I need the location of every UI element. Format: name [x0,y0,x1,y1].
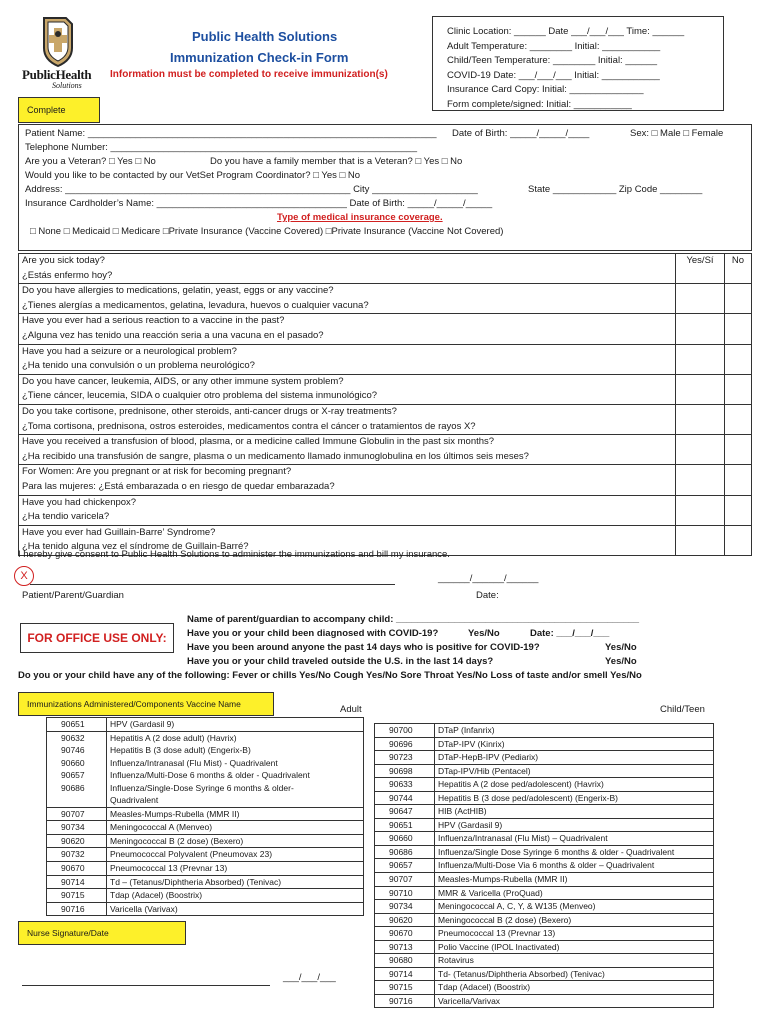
vaccine-row[interactable] [375,778,714,792]
answer-yes-cell[interactable] [676,495,725,525]
veteran-checkboxes[interactable]: Are you a Veteran? □ Yes □ No [25,156,156,167]
answer-no-cell[interactable] [725,314,752,344]
answer-yes-cell[interactable] [676,374,725,404]
vaccine-name: Influenza/Single Dose Syringe 6 months & older - Quadrivalent [435,845,714,859]
vaccine-code: 90698 [375,764,435,778]
question-spanish: ¿Estás enfermo hoy? [22,269,113,281]
vaccine-name: MMR & Varicella (ProQuad) [435,886,714,900]
patient-name-field[interactable]: Patient Name: __________________________________________________________________ [25,128,437,139]
brand-name: PublicHealth [22,67,92,82]
question-row [19,435,752,465]
vaccine-code: 90670 [375,927,435,941]
vaccine-row[interactable] [375,900,714,914]
vaccine-code: 90715 [47,889,107,903]
answer-yes-cell[interactable] [676,284,725,314]
vaccine-row[interactable] [47,875,364,889]
vaccine-name: DTaP-HepB-IPV (Pediarix) [435,751,714,765]
answer-yes-cell[interactable] [676,465,725,495]
question-text [19,314,676,344]
vaccine-name: HPV (Gardasil 9) [435,818,714,832]
vaccine-name: Hepatitis A (2 dose adult) (Havrix) Hepatitis B (3 dose adult) (Engerix-B) Influenza/Intranasal (Flu Mist) - Quadrivalent Influenza/Multi-Dose 6 months & older - Quadrivalent Influenza/Single-Dose Syringe 6 months & older- Quadrivalent [107,731,364,807]
question-english: Do you have allergies to medications, gelatin, yeast, eggs or any vaccine? [22,285,334,297]
question-english: Have you ever had Guillain-Barre’ Syndrome? [22,526,216,538]
question-row [19,254,752,284]
vaccine-row[interactable] [375,832,714,846]
adult-column-label: Adult [340,704,362,715]
question-spanish: ¿Toma cortisona, prednisona, ostros esteroides, medicamentos contra el cáncer o tratamientos de rayos X? [22,420,476,432]
question-spanish: ¿Tienes alergías a medicamentos, gelatina, levadura, huevos o cualquier vacuna? [22,299,369,311]
vaccine-name: DTaP-IPV (Kinrix) [435,737,714,751]
travel-question: Have you or your child traveled outside the U.S. in the last 14 days? [187,656,494,667]
vaccine-name: Meningococcal A, C, Y, & W135 (Menveo) [435,900,714,914]
vaccine-row[interactable] [375,873,714,887]
vaccine-name: Polio Vaccine (IPOL Inactivated) [435,940,714,954]
family-veteran-checkboxes[interactable]: Do you have a family member that is a Veteran? □ Yes □ No [210,156,463,167]
answer-no-cell[interactable] [725,374,752,404]
vaccine-name: Tdap (Adacel) (Boostrix) [107,889,364,903]
question-spanish: ¿Ha tenido alguna vez el síndrome de Guillain-Barré? [22,541,249,553]
travel-yes-no[interactable]: Yes/No [605,656,637,667]
vaccine-name: Meningococcal A (Menveo) [107,821,364,835]
vaccine-row[interactable] [375,751,714,765]
vaccine-code: 90633 [375,778,435,792]
question-row [19,404,752,434]
vaccine-name: Influenza/Intranasal (Flu Mist) – Quadrivalent [435,832,714,846]
vaccine-code: 90647 [375,805,435,819]
question-text [19,284,676,314]
vaccine-row[interactable] [375,818,714,832]
vaccine-name: Tdap (Adacel) (Boostrix) [435,981,714,995]
vaccine-name: DTap-IPV/Hib (Pentacel) [435,764,714,778]
vaccine-name: Pneumococcal 13 (Prevnar 13) [107,862,364,876]
vaccine-row[interactable] [375,737,714,751]
adult-temperature-line[interactable]: Adult Temperature: ________ Initial: ___________ [447,40,661,52]
vaccine-name: Rotavirus [435,954,714,968]
form-complete-line[interactable]: Form complete/signed: Initial: ___________ [447,98,632,110]
vaccine-row[interactable] [375,845,714,859]
vaccine-code: 90734 [375,900,435,914]
vaccine-code: 90620 [47,834,107,848]
vaccine-code: 90715 [375,981,435,995]
question-row [19,495,752,525]
vaccine-name: Influenza/Multi-Dose Via 6 months & older – Quadrivalent [435,859,714,873]
vaccine-name: Pneumococcal Polyvalent (Pneumovax 23) [107,848,364,862]
child-vaccine-table [374,723,714,1008]
vaccine-code: 90734 [47,821,107,835]
vaccine-code: 90713 [375,940,435,954]
answer-yes-cell[interactable] [676,435,725,465]
vaccine-code: 90651 [47,718,107,732]
covid-diagnosed-date[interactable]: Date: ___/___/___ [530,628,610,639]
vaccine-code: 90716 [47,902,107,916]
vaccine-name: Td – (Tetanus/Diphtheria Absorbed) (Tenivac) [107,875,364,889]
question-spanish: ¿Tiene cáncer, leucemia, SIDA o cualquier otro problema del sistema inmunológico? [22,390,378,402]
answer-yes-cell[interactable]: Yes/Sí [676,254,725,284]
vaccine-row[interactable] [375,886,714,900]
vaccine-row[interactable] [375,724,714,738]
question-english: Have you received a transfusion of blood, plasma, or a medicine called Immune Globulin in the past six months? [22,436,495,448]
patient-dob-field[interactable]: Date of Birth: _____/_____/____ [452,128,590,139]
vaccine-row[interactable] [47,718,364,732]
question-text [19,435,676,465]
vaccine-row[interactable] [375,764,714,778]
question-english: Are you sick today? [22,255,105,266]
answer-no-cell[interactable] [725,525,752,555]
state-zip-field[interactable]: State ____________ Zip Code ________ [528,184,703,195]
form-title: Immunization Check-in Form [170,50,349,65]
covid-diagnosed-yes-no[interactable]: Yes/No [468,628,500,639]
vaccine-code: 90744 [375,791,435,805]
question-text [19,495,676,525]
vaccine-name: Measles-Mumps-Rubella (MMR II) [435,873,714,887]
question-english: Have you had chickenpox? [22,496,137,508]
question-text [19,254,676,284]
vaccine-name: Hepatitis B (3 dose ped/adolescent) (Engerix-B) [435,791,714,805]
nurse-signature-label: Nurse Signature/Date [18,921,186,945]
vaccine-name: Meningococcal B (2 dose) (Bexero) [435,913,714,927]
form-title-org: Public Health Solutions [192,29,338,44]
question-english: Do you have cancer, leukemia, AIDS, or any other immune system problem? [22,375,344,387]
answer-yes-cell[interactable] [676,525,725,555]
vaccine-name: Pneumococcal 13 (Prevnar 13) [435,927,714,941]
vaccine-name: Measles-Mumps-Rubella (MMR II) [107,807,364,821]
adult-vaccine-table [46,717,364,916]
vaccine-row[interactable] [47,848,364,862]
vaccine-code: 90700 [375,724,435,738]
consent-date-blank[interactable]: ______/______/______ [438,573,539,584]
cardholder-field[interactable]: Insurance Cardholder’s Name: ____________________________________ Date of Birth: _____/_____/_____ [25,198,493,209]
symptoms-question[interactable]: Do you or your child have any of the following: Fever or chills Yes/No Cough Yes/No Sore Throat Yes/No Loss of taste and/or smell Yes/No [18,670,642,681]
vaccine-code: 90707 [375,873,435,887]
question-text [19,374,676,404]
answer-no-cell[interactable] [725,465,752,495]
question-english: For Women: Are you pregnant or at risk for becoming pregnant? [22,466,292,478]
covid-exposure-question: Have you been around anyone the past 14 days who is positive for COVID-19? [187,642,540,653]
vaccine-code: 90632 90746 90660 90657 90686 [47,731,107,807]
vaccine-row[interactable] [375,791,714,805]
vaccine-code: 90660 [375,832,435,846]
vetset-contact-checkboxes[interactable]: Would you like to be contacted by our VetSet Program Coordinator? □ Yes □ No [25,170,361,181]
vaccine-row[interactable] [375,981,714,995]
vaccine-name: Meningococcal B (2 dose) (Bexero) [107,834,364,848]
question-row [19,374,752,404]
question-spanish: ¿Ha tenido una convulsión o un problema neurológico? [22,360,255,372]
question-row [19,344,752,374]
clinic-info-box [432,16,724,111]
question-spanish: ¿Ha recibido una transfusión de sangre, plasma o un medicamento llamado inmunoglobulina en los últimos seis meses? [22,450,529,462]
answer-no-cell[interactable] [725,404,752,434]
address-city-field[interactable]: Address: ______________________________________________________ City ____________________ [25,184,478,195]
child-column-label: Child/Teen [660,704,705,715]
question-text [19,404,676,434]
question-english: Have you ever had a serious reaction to a vaccine in the past? [22,315,285,327]
telephone-field[interactable]: Telephone Number: __________________________________________________________ [25,142,417,153]
vaccine-row[interactable] [375,927,714,941]
vaccine-row[interactable] [375,967,714,981]
vaccine-code: 90657 [375,859,435,873]
vaccine-name: Td- (Tetanus/Diphtheria Absorbed) (Tenivac) [435,967,714,981]
vaccine-row[interactable] [47,889,364,903]
question-spanish: ¿Alguna vez has tenido una reacción seria a una vacuna en el pasado? [22,329,324,341]
covid-exposure-yes-no[interactable]: Yes/No [605,642,637,653]
office-use-label: FOR OFFICE USE ONLY: [20,623,174,653]
answer-no-cell[interactable] [725,344,752,374]
vaccine-code: 90714 [47,875,107,889]
vaccine-name: Hepatitis A (2 dose ped/adolescent) (Havrix) [435,778,714,792]
question-text [19,344,676,374]
vaccine-code: 90620 [375,913,435,927]
vaccine-row[interactable] [375,994,714,1008]
vaccine-row[interactable] [375,940,714,954]
answer-no-cell[interactable] [725,284,752,314]
vaccine-code: 90686 [375,845,435,859]
answer-yes-cell[interactable] [676,344,725,374]
vaccine-row[interactable] [47,862,364,876]
accompany-name-field[interactable]: Name of parent/guardian to accompany child: ______________________________________________ [187,614,640,625]
complete-label: Complete [18,97,100,123]
vaccine-row[interactable] [375,859,714,873]
child-temperature-line[interactable]: Child/Teen Temperature: ________ Initial: ______ [447,55,658,66]
question-row [19,314,752,344]
sex-checkboxes[interactable]: Sex: □ Male □ Female [630,128,724,139]
consent-date-label: Date: [476,590,499,601]
vaccine-code: 90710 [375,886,435,900]
nurse-signature-line[interactable] [22,985,270,986]
coverage-title: Type of medical insurance coverage. [277,212,443,223]
clinic-location-line[interactable]: Clinic Location: ______ Date ___/___/___ Time: ______ [447,26,685,37]
answer-yes-cell[interactable] [676,404,725,434]
vaccine-code: 90680 [375,954,435,968]
answer-no-cell[interactable] [725,495,752,525]
brand-subtitle: Solutions [52,81,82,90]
question-english: Have you had a seizure or a neurological problem? [22,345,237,357]
question-english: Do you take cortisone, prednisone, other steroids, anti-cancer drugs or X-ray treatments? [22,405,397,417]
question-text [19,465,676,495]
consent-text: I hereby give consent to Public Health Solutions to administer the immunizations and bill my insurance. [18,549,450,560]
immunizations-label: Immunizations Administered/Components Vaccine Name [18,692,274,716]
vaccine-code: 90696 [375,737,435,751]
vaccine-code: 90707 [47,807,107,821]
vaccine-name: Varicella/Varivax [435,994,714,1008]
question-spanish: ¿Ha tendio varicela? [22,511,110,523]
question-spanish: Para las mujeres: ¿Está embarazada o en riesgo de quedar embarazada? [22,480,335,492]
vaccine-code: 90723 [375,751,435,765]
signature-x-mark: X [14,566,34,586]
vaccine-row[interactable] [47,731,364,807]
signer-label: Patient/Parent/Guardian [22,590,124,601]
covid-date-line[interactable]: COVID-19 Date: ___/___/___ Initial: ___________ [447,69,660,81]
nurse-date-blank[interactable]: ___/___/___ [283,972,336,983]
vaccine-name: Varicella (Varivax) [107,902,364,916]
question-row [19,284,752,314]
vaccine-row[interactable] [47,902,364,916]
question-row [19,465,752,495]
vaccine-code: 90732 [47,848,107,862]
covid-diagnosed-question: Have you or your child been diagnosed with COVID-19? [187,628,439,639]
vaccine-row[interactable] [47,834,364,848]
health-questions-table [18,253,752,556]
vaccine-code: 90716 [375,994,435,1008]
vaccine-row[interactable] [375,954,714,968]
vaccine-row[interactable] [375,913,714,927]
answer-no-cell[interactable] [725,435,752,465]
required-notice: Information must be completed to receive immunization(s) [110,69,388,80]
vaccine-code: 90651 [375,818,435,832]
coverage-checkboxes[interactable]: □ None □ Medicaid □ Medicare □Private Insurance (Vaccine Covered) □Private Insurance (Vaccine Not Covered) [30,226,504,237]
answer-no-cell[interactable]: No [725,254,752,284]
vaccine-name: HPV (Gardasil 9) [107,718,364,732]
vaccine-code: 90714 [375,967,435,981]
vaccine-row[interactable] [47,807,364,821]
vaccine-name: DTaP (Infanrix) [435,724,714,738]
answer-yes-cell[interactable] [676,314,725,344]
vaccine-name: HIB (ActHIB) [435,805,714,819]
insurance-card-copy-line[interactable]: Insurance Card Copy: Initial: ______________ [447,84,644,95]
vaccine-code: 90670 [47,862,107,876]
signature-line[interactable] [30,584,395,585]
vaccine-row[interactable] [375,805,714,819]
vaccine-row[interactable] [47,821,364,835]
